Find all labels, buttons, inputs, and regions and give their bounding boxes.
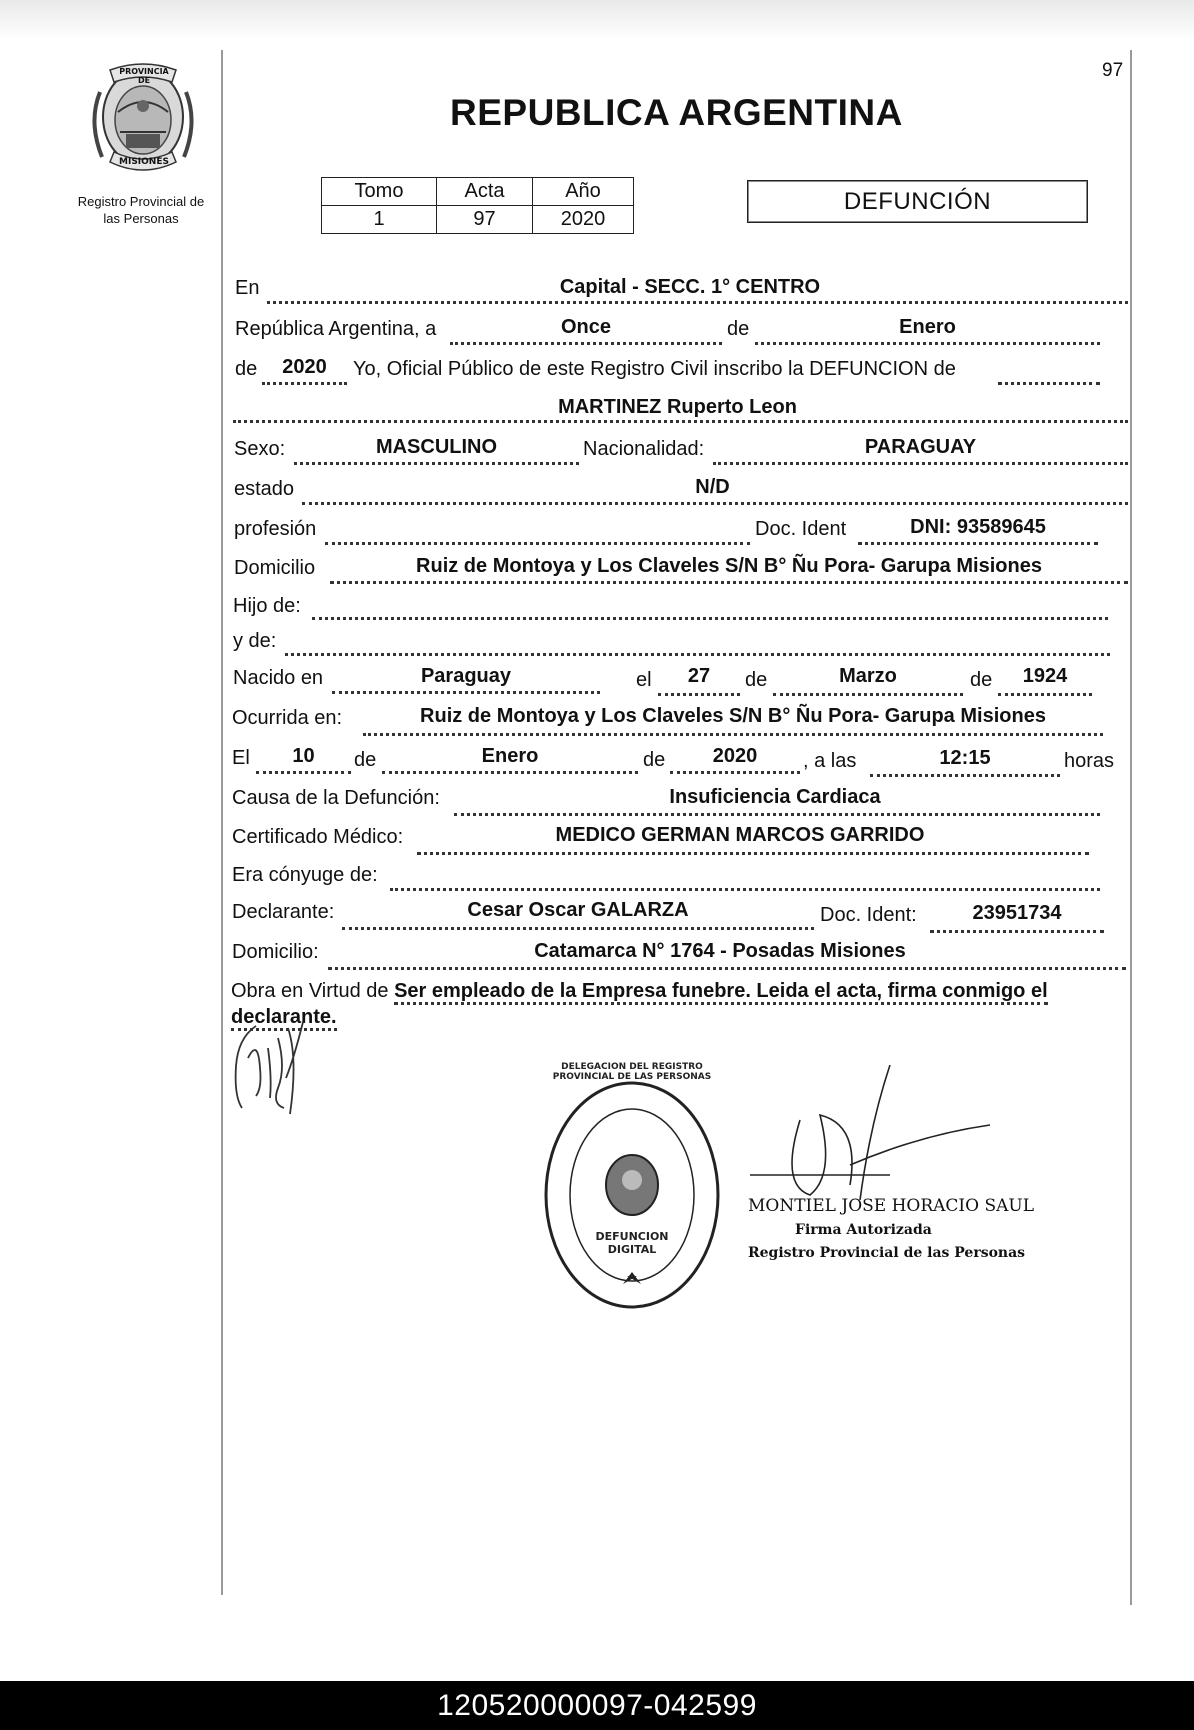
dom2-label: Domicilio: [232,941,319,963]
fall-mes-value: Enero [481,745,539,767]
signature-line1: Firma Autorizada [795,1222,932,1238]
reference-table [321,177,634,234]
tomo-header: Tomo [322,178,437,206]
republica-label: República Argentina, a [235,318,437,340]
scan-shadow [0,0,1194,40]
ocurrida-value: Ruiz de Montoya y Los Claveles S/N B° Ñu Pora- Garupa Misiones [420,705,1046,727]
declarant-signature [228,1018,338,1118]
crest-caption-line1: Registro Provincial de [77,194,205,209]
en-label: En [235,277,260,299]
hijo-label: Hijo de: [233,595,301,617]
declarante-label: Declarante: [232,901,335,923]
fall-dia-value: 10 [292,745,315,767]
de-label-6: de [643,749,666,771]
dom2-value: Catamarca N° 1764 - Posadas Misiones [534,940,906,962]
de-label-5: de [354,749,377,771]
fall-dia-dotline [256,771,351,774]
en-dotline [267,301,1128,304]
causa-label: Causa de la Defunción: [232,787,440,809]
estado-label: estado [234,478,295,500]
tomo-value: 1 [322,206,437,234]
nacido-dotline [332,691,600,694]
profesion-label: profesión [234,518,317,540]
dia-dotline [450,342,722,345]
anio-header: Año [533,178,634,206]
doc2-label: Doc. Ident: [820,904,917,926]
nacionalidad-dotline [713,462,1128,465]
stamp-seal-icon [543,1080,721,1310]
nacido-value: Paraguay [420,665,512,687]
ocurrida-dotline [363,733,1103,736]
sexo-value: MASCULINO [375,436,498,458]
yo-dotline [998,382,1100,385]
province-crest [88,62,198,180]
domicilio-dotline [330,581,1128,584]
yde-dotline [285,653,1110,656]
stamp-ring-text: DELEGACION DEL REGISTRO PROVINCIAL DE LAS PERSONAS [552,1062,712,1082]
de-label-3: de [745,669,768,691]
el2-label: El [232,747,250,769]
estado-dotline [302,502,1128,505]
causa-dotline [454,813,1100,816]
mes-value: Enero [899,316,956,338]
doc2-value: 23951734 [972,902,1062,924]
anio-value-text: 2020 [282,356,327,378]
estado-value: N/D [695,476,730,498]
hora-dotline [870,774,1060,777]
yo-text: Yo, Oficial Público de este Registro Civil inscribo la DEFUNCION de [353,358,956,380]
right-margin-line [1130,50,1132,1605]
nacido-label: Nacido en [233,667,324,689]
signature-name: MONTIEL JOSE HORACIO SAUL [748,1196,1035,1216]
ocurrida-label: Ocurrida en: [232,707,343,729]
cert-value: MEDICO GERMAN MARCOS GARRIDO [555,824,925,846]
hijo-dotline [312,617,1108,620]
fall-mes-dotline [382,771,638,774]
act-type-box: DEFUNCIÓN [747,180,1088,223]
conyuge-dotline [390,888,1100,891]
page-number: 97 [1102,60,1124,81]
declarante-value: Cesar Oscar GALARZA [467,899,689,921]
sexo-dotline [294,462,579,465]
nombre-value: MARTINEZ Ruperto Leon [558,396,797,418]
nombre-dotline [233,420,1128,423]
yde-label: y de: [233,630,277,652]
doc-dotline [858,542,1098,545]
stamp-inner-text: DEFUNCION DIGITAL [595,1230,669,1256]
declarante-dotline [342,927,814,930]
doc-label: Doc. Ident [755,518,847,540]
el-label: el [636,669,652,691]
profesion-dotline [325,542,750,545]
cert-label: Certificado Médico: [232,826,404,848]
nacionalidad-value: PARAGUAY [864,436,977,458]
alas-label: , a las [803,750,857,772]
anio-value: 2020 [533,206,634,234]
crest-top-text: PROVINCIA DE [119,67,169,85]
obra-paragraph [231,978,1124,1030]
doc-value: DNI: 93589645 [910,516,1046,538]
crest-bottom-text: MISIONES [119,157,169,167]
crest-caption [61,193,221,227]
conyuge-label: Era cónyuge de: [232,864,378,886]
doc2-dotline [930,930,1104,933]
obra-value-2: declarante. [231,1006,337,1031]
obra-value-1: Ser empleado de la Empresa funebre. Leida el acta, firma conmigo el [394,980,1048,1005]
nac-anio-value: 1924 [1022,665,1068,687]
footer-code: 120520000097-042599 [0,1681,1194,1730]
de-label-4: de [970,669,993,691]
cert-dotline [417,852,1089,855]
de-label-1: de [727,318,750,340]
hora-value: 12:15 [939,747,991,769]
domicilio-label: Domicilio [234,557,316,579]
sexo-label: Sexo: [234,438,286,460]
obra-label: Obra en Virtud de [231,980,389,1002]
document-title: REPUBLICA ARGENTINA [450,92,903,133]
nac-dia-dotline [658,693,740,696]
left-margin-line [221,50,223,1595]
nac-dia-value: 27 [687,665,711,687]
mes-dotline [755,342,1100,345]
dia-value: Once [560,316,612,338]
signature-line2: Registro Provincial de las Personas [748,1245,1026,1261]
nac-mes-dotline [773,693,963,696]
acta-header: Acta [437,178,533,206]
official-stamp [543,1062,721,1310]
horas-label: horas [1064,750,1115,772]
acta-value: 97 [437,206,533,234]
anio-dotline [262,382,347,385]
nacionalidad-label: Nacionalidad: [583,438,705,460]
nac-mes-value: Marzo [839,665,897,687]
nac-anio-dotline [998,693,1092,696]
dom2-dotline [328,967,1126,970]
crest-caption-line2: las Personas [103,211,179,226]
fall-anio-value: 2020 [712,745,758,767]
en-value: Capital - SECC. 1° CENTRO [559,276,821,298]
fall-anio-dotline [670,771,800,774]
causa-value: Insuficiencia Cardiaca [669,786,881,808]
de-label-2: de [235,358,258,380]
official-signature [740,1065,1000,1205]
domicilio-value: Ruiz de Montoya y Los Claveles S/N B° Ñu Pora- Garupa Misiones [416,555,1042,577]
